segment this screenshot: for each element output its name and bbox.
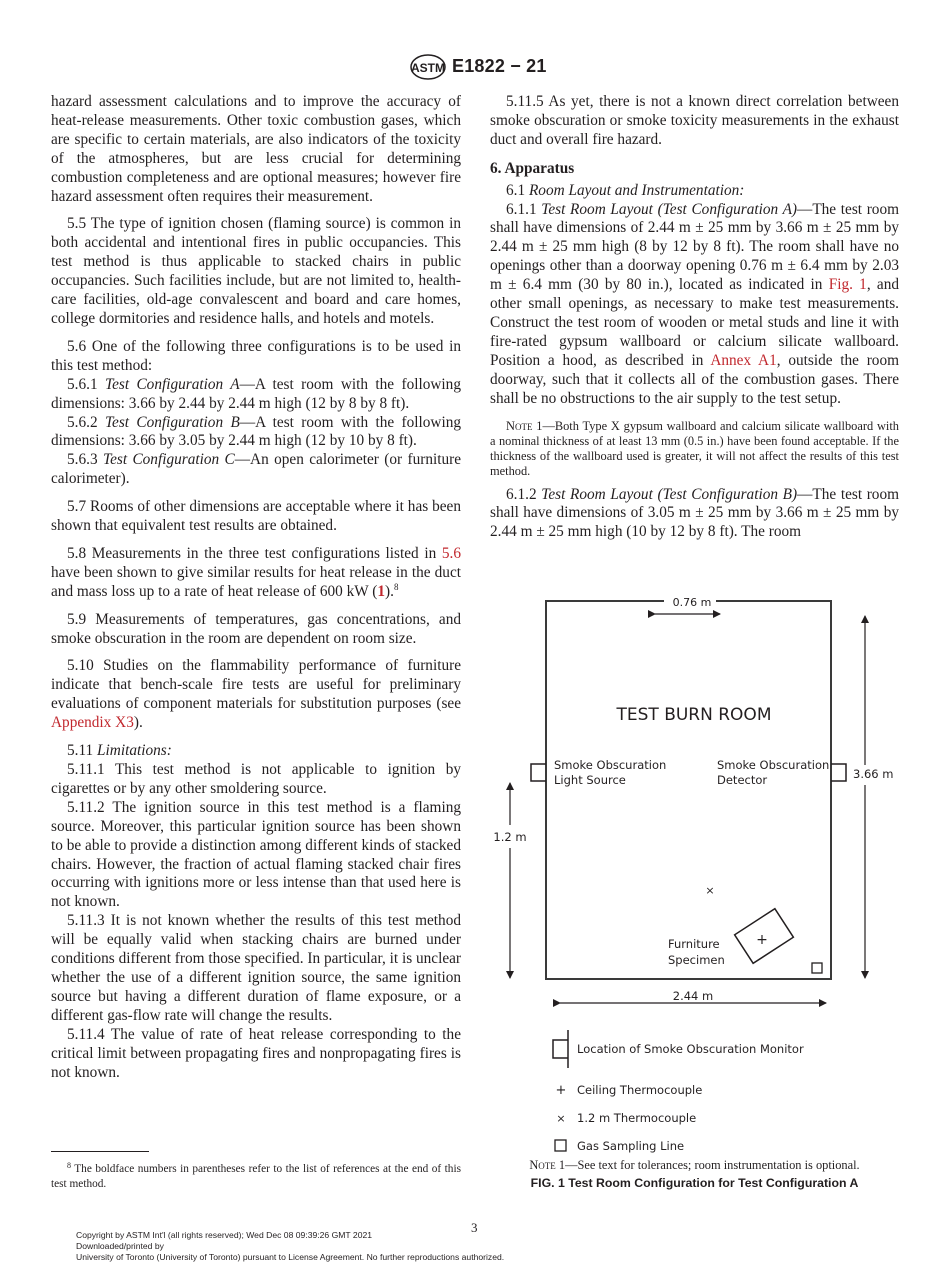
room-length-label: 3.66 m [853, 767, 894, 781]
clause-number: 6.1.1 [506, 200, 542, 218]
right-column [490, 93, 899, 542]
clause-text: 5.10 Studies on the flammability performance of furniture indicate that bench-scale fire tests are useful for preliminary evaluations of component materials for substitution purposes (see [51, 657, 461, 713]
copyright-line: Downloaded/printed by [76, 1241, 164, 1251]
room-title: TEST BURN ROOM [616, 705, 772, 725]
clause-title: Test Configuration A [104, 375, 240, 393]
detector-label-2: Detector [717, 773, 768, 787]
footnote-divider [51, 1151, 149, 1152]
paragraph-5-5: 5.5 The type of ignition chosen (flaming source) is common in both accidental and intentional fires in public occupancies. This test method is thus applicable to stacked chairs in public occupancies. Such facilities include, but are not limited to, health-care facilities, old-age convalescent and board and care homes, college dormitories and residence halls, and hotels and motels. [51, 215, 461, 327]
detector-label-1: Smoke Obscuration [717, 758, 830, 772]
clause-title: Test Configuration B [104, 413, 240, 431]
legend-label: Gas Sampling Line [577, 1139, 685, 1153]
annex-link[interactable]: Annex A1 [710, 351, 777, 369]
smoke-monitor-icon [831, 764, 846, 781]
clause-text: —A test room with the following dimensions: 3.66 by 3.05 by 2.44 m high (12 by 10 by 8 ft). [51, 413, 461, 450]
clause-title: Room Layout and Instrumentation: [528, 181, 745, 199]
paragraph-continued: hazard assessment calculations and to improve the accuracy of heat-release measurements. Other toxic combustion gases, which are specific to certain materials, are also indicators of the toxicity of the atmospheres, but are less crucial for determining combustion completeness and are optional measures; however fire hazard assessment often requires their measurement. [51, 93, 461, 205]
copyright-line: Copyright by ASTM Int'l (all rights reserved); Wed Dec 08 09:39:26 GMT 2021 [76, 1230, 373, 1240]
clause-number: 5.11 [67, 742, 98, 760]
paragraph-6-1-1 [490, 201, 899, 409]
square-icon [812, 963, 822, 973]
clause-text: —The test room shall have dimensions of 2.44 m ± 25 mm by 3.66 m ± 25 mm by 2.44 m ± 25 mm high (8 by 12 by 8 ft). The room shall have no openings other than a doorway opening 0.76 m ± 6.4 mm by 2.03 m ± 6.4 mm (30 by 80 in.), located as indicated in [490, 200, 899, 294]
clause-text: —The test room shall have dimensions of 3.05 m ± 25 mm by 3.66 m ± 25 mm by 2.44 m ± 25 mm high (10 by 12 by 8 ft). The room [490, 485, 900, 541]
door-width-label: 0.76 m [672, 596, 712, 609]
footnote [51, 1162, 461, 1192]
figure-legend [553, 1030, 804, 1153]
appendix-link[interactable]: Appendix X3 [51, 714, 134, 732]
clause-text: 5.8 Measurements in the three test configurations listed in [67, 544, 442, 562]
astm-logo-icon [408, 52, 448, 82]
reference-link[interactable]: 1 [377, 582, 386, 600]
note-label: Note [529, 1158, 556, 1172]
plus-icon: + [555, 1083, 567, 1098]
figure-caption: FIG. 1 Test Room Configuration for Test Configuration A [530, 1176, 859, 1190]
section-link[interactable]: 5.6 [441, 544, 461, 562]
paragraph-6-1-2 [490, 486, 899, 543]
legend-label: 1.2 m Thermocouple [577, 1111, 697, 1125]
paragraph-5-11-5: 5.11.5 As yet, there is not a known direct correlation between smoke obscuration or smoke toxicity measurements in the exhaust duct and overall fire hazard. [490, 93, 899, 148]
footnote-text: The boldface numbers in parentheses refer to the list of references at the end of this test method. [51, 1163, 461, 1190]
paragraph-5-7: 5.7 Rooms of other dimensions are acceptable where it has been shown that equivalent test results are obtained. [51, 498, 461, 535]
paragraph-5-6-1 [51, 376, 461, 414]
clause-title: Test Configuration C [102, 451, 235, 469]
room-outline [546, 601, 831, 979]
paragraph-5-10 [51, 657, 461, 733]
room-width-label: 2.44 m [672, 989, 714, 1003]
furniture-specimen [735, 909, 794, 964]
footnote-number: 8 [67, 1161, 71, 1170]
paragraph-5-11-3: 5.11.3 It is not known whether the results of this test method will be equally valid when stacking chairs are burned under conditions different from those specified. In particular, it is unclear whether the use of a different ignition source, the same ignition source but having a different duration of flame exposure, or a different gas-flow rate will change the results. [51, 912, 461, 1024]
note-1 [490, 419, 899, 479]
page-header [0, 52, 950, 82]
clause-text: have been shown to give similar results for heat release in the duct and mass loss up to a rate of heat release of 600 kW ( [51, 563, 461, 600]
clause-title: Limitations: [97, 742, 172, 760]
section-heading-apparatus: 6. Apparatus [490, 159, 575, 177]
copyright-notice [76, 1230, 504, 1263]
light-source-label-1: Smoke Obscuration [554, 758, 667, 772]
paragraph-5-11-4: 5.11.4 The value of rate of heat release corresponding to the critical limit between propagating fires and nonpropagating fires is not known. [51, 1025, 461, 1081]
paragraph-6-1 [490, 182, 899, 201]
paragraph-5-6-3 [51, 451, 461, 489]
clause-title: Test Room Layout (Test Configuration A) [541, 200, 798, 218]
figure-link[interactable]: Fig. 1 [828, 276, 867, 294]
paragraph-5-6-2 [51, 414, 461, 452]
clause-number: 6.1.2 [506, 485, 542, 503]
figure-note [490, 1158, 899, 1173]
x-mark-icon: × [705, 884, 715, 897]
document-id: E1822 − 21 [452, 56, 547, 76]
paragraph-5-8 [51, 545, 461, 602]
clause-text: —A test room with the following dimensions: 3.66 by 2.44 by 2.44 m high (12 by 8 by 8 ft). [51, 375, 461, 412]
paragraph-5-11-2: 5.11.2 The ignition source in this test method is a flaming source. Moreover, this particular ignition source has been shown to be able to provide a distinction among different kinds of stacked chairs. However, the fraction of actual flaming stacked chair fires occurring with ignitions more or less intense than that used here is not known. [51, 798, 461, 911]
page-number: 3 [471, 1220, 478, 1235]
paragraph-5-6: 5.6 One of the following three configurations is to be used in this test method: [51, 337, 461, 374]
legend-label: Location of Smoke Obscuration Monitor [577, 1042, 804, 1056]
paragraph-5-11 [51, 742, 461, 761]
clause-number: 6.1 [506, 181, 529, 199]
clause-text: , and other small openings, as necessary to make test measurements. Construct the test room of wooden or metal studs and line it with fire-rated gypsum wallboard or calcium silicate wallboard. Position a hood, as described in [490, 276, 899, 369]
clause-text: —An open calorimeter (or furniture calorimeter). [51, 451, 461, 488]
footnote-marker: 8 [393, 581, 399, 592]
specimen-label-1: Furniture [668, 937, 720, 951]
clause-number: 5.6.2 [67, 413, 105, 431]
clause-text: , outside the room doorway, such that it collects all of the combustion gases. There shall be no obstructions to the air supply to the test setup. [490, 351, 899, 407]
note-label: Note [506, 418, 533, 433]
monitor-height-label: 1.2 m [493, 830, 527, 844]
legend-label: Ceiling Thermocouple [577, 1083, 703, 1097]
clause-number: 5.6.3 [67, 451, 103, 469]
specimen-label-2: Specimen [668, 953, 725, 967]
plus-icon: + [756, 932, 768, 948]
left-column [51, 93, 461, 1082]
copyright-line: University of Toronto (University of Toronto) pursuant to License Agreement. No further reproductions authorized. [76, 1252, 505, 1262]
light-source-label-2: Light Source [554, 773, 626, 787]
clause-text: ). [385, 582, 394, 600]
smoke-monitor-icon [531, 764, 546, 781]
smoke-monitor-icon [553, 1030, 568, 1068]
clause-title: Test Room Layout (Test Configuration B) [541, 485, 798, 503]
paragraph-5-9: 5.9 Measurements of temperatures, gas concentrations, and smoke obscuration in the room are dependent on room size. [51, 610, 461, 647]
clause-number: 5.6.1 [67, 375, 105, 393]
note-text: 1—See text for tolerances; room instrumentation is optional. [555, 1158, 860, 1172]
note-text: 1—Both Type X gypsum wallboard and calcium silicate wallboard with a nominal thickness of at least 13 mm (0.5 in.) have been found acceptable. If the thickness of the wallboard used is greater, it will not affect the results of this test method. [490, 418, 899, 478]
clause-text: ). [133, 714, 143, 732]
svg-text:ASTM: ASTM [411, 61, 445, 75]
square-icon [555, 1140, 566, 1151]
x-mark-icon: × [556, 1112, 566, 1125]
figure-1-room-diagram [480, 580, 920, 1160]
paragraph-5-11-1: 5.11.1 This test method is not applicable to ignition by cigarettes or by any other smoldering source. [51, 761, 461, 797]
